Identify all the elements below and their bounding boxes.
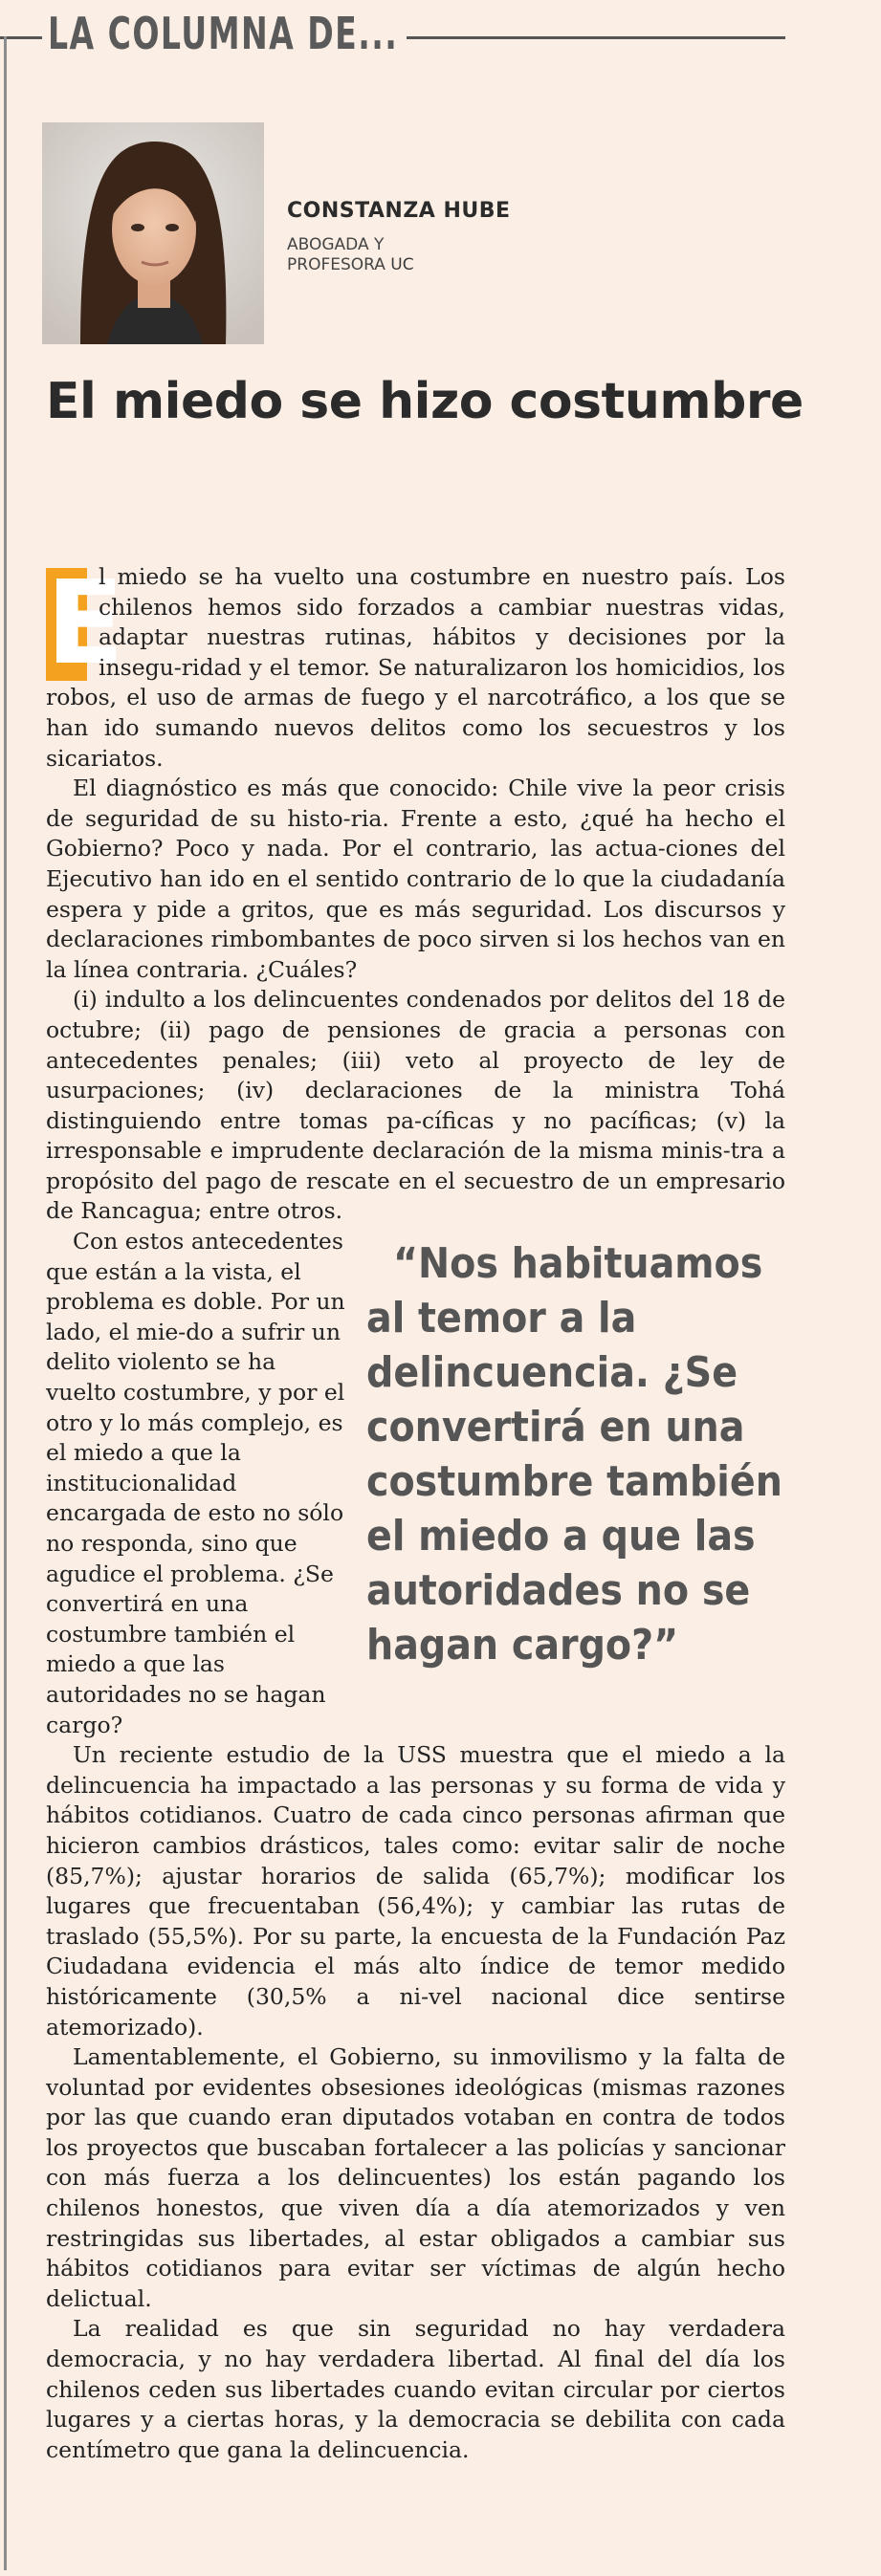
article-body xyxy=(46,557,785,2465)
paragraph-1 xyxy=(46,557,785,774)
pull-quote: “Nos habituamos al temor a la delincuencia. ¿Se convertirá en una costumbre también el miedo a que las autoridades no se hagan cargo?” xyxy=(366,1239,782,1670)
paragraph-6: Lamentablemente, el Gobierno, su inmovilismo y la falta de voluntad por evidentes obsesiones ideológicas (mismas razones por las que cuando eran diputados votaban en contra de todos los proyectos que buscaban fortalecer a las policías y sancionar con más fuerza a los delincuentes) los están pagando los chilenos honestos, que viven día a día atemorizados y ven restringidas sus libertades, al estar obligados a cambiar sus hábitos cotidianos para evitar ser víctimas de algún hecho delictual. xyxy=(46,2043,785,2312)
portrait-photo-icon xyxy=(42,122,264,344)
paragraph-4 xyxy=(46,1227,785,1740)
author-role xyxy=(287,235,478,275)
article-headline: El miedo se hizo costumbre xyxy=(46,373,804,430)
section-rule-right xyxy=(407,36,785,39)
author-role-accent: UC xyxy=(390,255,414,274)
author-photo xyxy=(42,122,264,344)
drop-cap: E xyxy=(46,557,124,690)
author-role-line1: ABOGADA Y xyxy=(287,235,385,254)
section-header xyxy=(0,6,881,59)
paragraph-4-text: Con estos antecedentes que están a la vista, el problema es doble. Por un lado, el mie-do a sufrir un delito violento se ha vuelto costumbre, y por el otro y lo más complejo, es el miedo a que la institucionalidad encargada de esto no sólo no responda, sino que agudice el problema. ¿Se convertirá en una costumbre también el miedo a que las autoridades no se hagan cargo? xyxy=(46,1228,345,1738)
paragraph-5: Un reciente estudio de la USS muestra que el miedo a la delincuencia ha impactado a las personas y su forma de vida y hábitos cotidianos. Cuatro de cada cinco personas afirman que hicieron cambios drásticos, tales como: evitar salir de noche (85,7%); ajustar horarios de salida (65,7%); modificar los lugares que frecuentaban (56,4%); y cambiar las rutas de traslado (55,5%). Por su parte, la encuesta de la Fundación Paz Ciudadana evidencia el más alto índice de temor medido históricamente (30,5% a ni-vel nacional dice sentirse atemorizado). xyxy=(46,1741,785,2041)
paragraph-3: (i) indulto a los delincuentes condenados por delitos del 18 de octubre; (ii) pago de pensiones de gracia a personas con antecedentes penales; (iii) veto al proyecto de ley de usurpaciones; (iv) declaraciones de la ministra Tohá distinguiendo entre tomas pa-cíficas y no pacíficas; (v) la irresponsable e imprudente declaración de la misma minis-tra a propósito del pago de rescate en el secuestro de un empresario de Rancagua; entre otros. xyxy=(46,986,785,1225)
paragraph-2: El diagnóstico es más que conocido: Chile vive la peor crisis de seguridad de su histo-ria. Frente a esto, ¿qué ha hecho el Gobierno? Poco y nada. Por el contrario, las actua-ciones del Ejecutivo han ido en el sentido contrario de lo que la ciudadanía espera y pide a gritos, que es más seguridad. Los discursos y declaraciones rimbombantes de poco sirven si los hechos van en la línea contraria. ¿Cuáles? xyxy=(46,775,785,983)
section-title: LA COLUMNA DE... xyxy=(48,8,399,59)
page-margin-rule xyxy=(4,36,7,2570)
author-name: CONSTANZA HUBE xyxy=(287,199,511,223)
author-role-line2 xyxy=(287,255,478,275)
paragraph-1-text: l miedo se ha vuelto una costumbre en nuestro país. Los chilenos hemos sido forzados a cambiar nuestras vidas, adaptar nuestras rutinas, hábitos y decisiones por la insegu-ridad y el temor. Se naturalizaron los homicidios, los robos, el uso de armas de fuego y el narcotráfico, a los que se han ido sumando nuevos delitos como los secuestros y los sicariatos. xyxy=(46,563,785,772)
paragraph-7: La realidad es que sin seguridad no hay verdadera democracia, y no hay verdadera libertad. Al final del día los chilenos ceden sus libertades cuando evitan circular por ciertos lugares y a ciertas horas, y la democracia se debilita con cada centímetro que gana la delincuencia. xyxy=(46,2315,785,2463)
author-role-prefix: PROFESORA xyxy=(287,255,391,274)
